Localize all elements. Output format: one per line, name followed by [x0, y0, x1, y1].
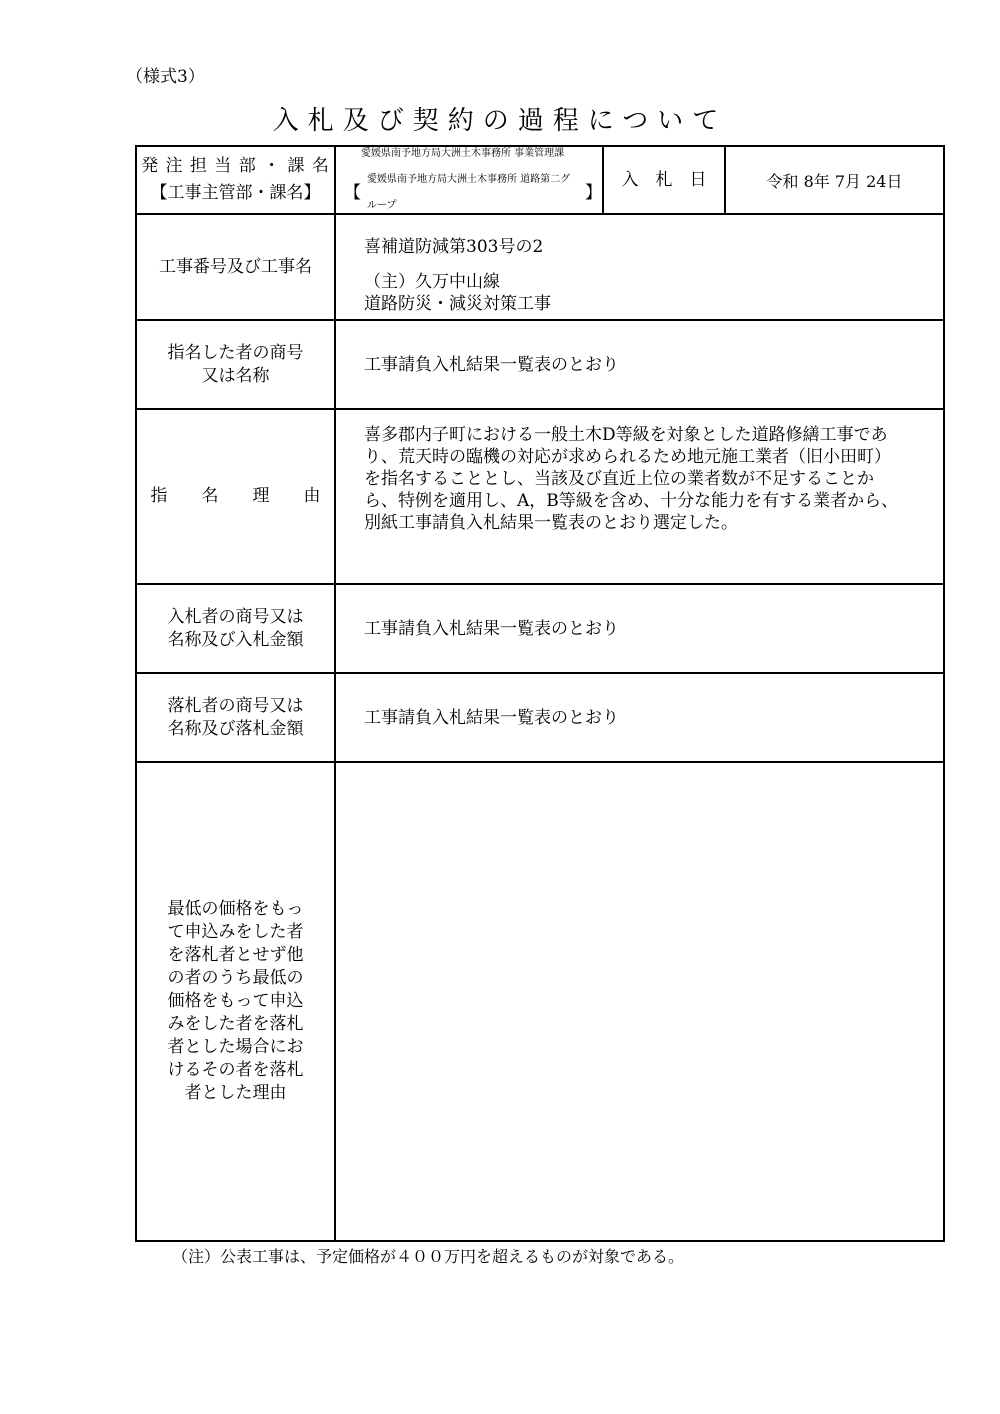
bid-date-value: 令和 8年 7月 24日 [766, 171, 903, 191]
reason-line: 喜多郡内子町における一般土木D等級を対象とした道路修繕工事であ [364, 425, 888, 445]
nominees-label-cell [137, 321, 334, 408]
winner-label-line1: 落札者の商号又は [167, 695, 304, 716]
winner-value: 工事請負入札結果一覧表のとおり [364, 707, 619, 728]
lowest-reason-label-line: て申込みをした者 [167, 922, 304, 942]
column-divider [334, 147, 336, 1240]
bracket-close: 】 [585, 183, 602, 203]
bidders-label-cell [137, 585, 334, 672]
form-number-label: （様式3） [126, 67, 205, 87]
lowest-reason-label-line: 者とした場合にお [167, 1037, 304, 1057]
project-label: 工事番号及び工事名 [159, 256, 312, 277]
dept-label-cell [137, 147, 334, 213]
dept-value-line1: 愛媛県南予地方局大洲土木事務所 事業管理課 [361, 148, 565, 159]
reason-line: り、荒天時の臨機の対応が求められるため地元施工業者（旧小田町） [364, 447, 891, 467]
reason-line: ら、特例を適用し、A，B等級を含め、十分な能力を有する業者から、 [364, 491, 899, 511]
dept-value-line2 [336, 167, 602, 219]
lowest-reason-label-line: みをした者を落札 [167, 1014, 304, 1034]
lowest-reason-label-line: 最低の価格をもっ [167, 899, 304, 919]
lowest-reason-label-line: の者のうち最低の [167, 968, 304, 988]
dept-label-line2: 【工事主管部・課名】 [150, 183, 321, 203]
reason-line: を指名することとし、当該及び直近上位の業者数が不足することか [364, 469, 874, 489]
lowest-reason-label-line: 者とした理由 [184, 1083, 287, 1103]
dept-label-line1: 発 注 担 当 部 ・ 課 名 [141, 156, 330, 176]
process-table [135, 145, 945, 1242]
footnote: （注）公表工事は、予定価格が４００万円を超えるものが対象である。 [172, 1247, 685, 1266]
lowest-reason-label-line: 価格をもって申込 [167, 991, 304, 1011]
reason-line: 別紙工事請負入札結果一覧表のとおり選定した。 [364, 513, 738, 533]
nominees-label-line1: 指名した者の商号 [167, 342, 304, 363]
dept-value-cell [336, 147, 602, 213]
lowest-reason-label-line: けるその者を落札 [167, 1060, 304, 1080]
bidders-value: 工事請負入札結果一覧表のとおり [364, 618, 619, 639]
bidders-label-line2: 名称及び入札金額 [167, 629, 304, 650]
lowest-reason-label-cell [137, 763, 334, 1240]
reason-label: 指 名 理 由 [150, 486, 321, 506]
lowest-reason-label-line: を落札者とせず他 [167, 945, 304, 965]
lowest-reason-value [364, 763, 924, 1240]
nominees-value: 工事請負入札結果一覧表のとおり [364, 354, 619, 375]
bidders-label-line1: 入札者の商号又は [167, 606, 304, 627]
winner-label-line2: 名称及び落札金額 [167, 718, 304, 739]
project-route: （主）久万中山線 [364, 272, 500, 292]
dept-value-2: 愛媛県南予地方局大洲土木事務所 道路第二グループ [367, 174, 571, 211]
bracket-open: 【 [344, 183, 361, 203]
winner-label-cell [137, 674, 334, 761]
project-number: 喜補道防減第303号の2 [364, 237, 544, 257]
page-title: 入札及び契約の過程について [272, 106, 728, 136]
project-name: 道路防災・減災対策工事 [364, 294, 551, 314]
reason-text [364, 424, 939, 534]
nominees-label-line2: 又は名称 [201, 365, 270, 386]
bid-date-label: 入 札 日 [621, 169, 707, 190]
